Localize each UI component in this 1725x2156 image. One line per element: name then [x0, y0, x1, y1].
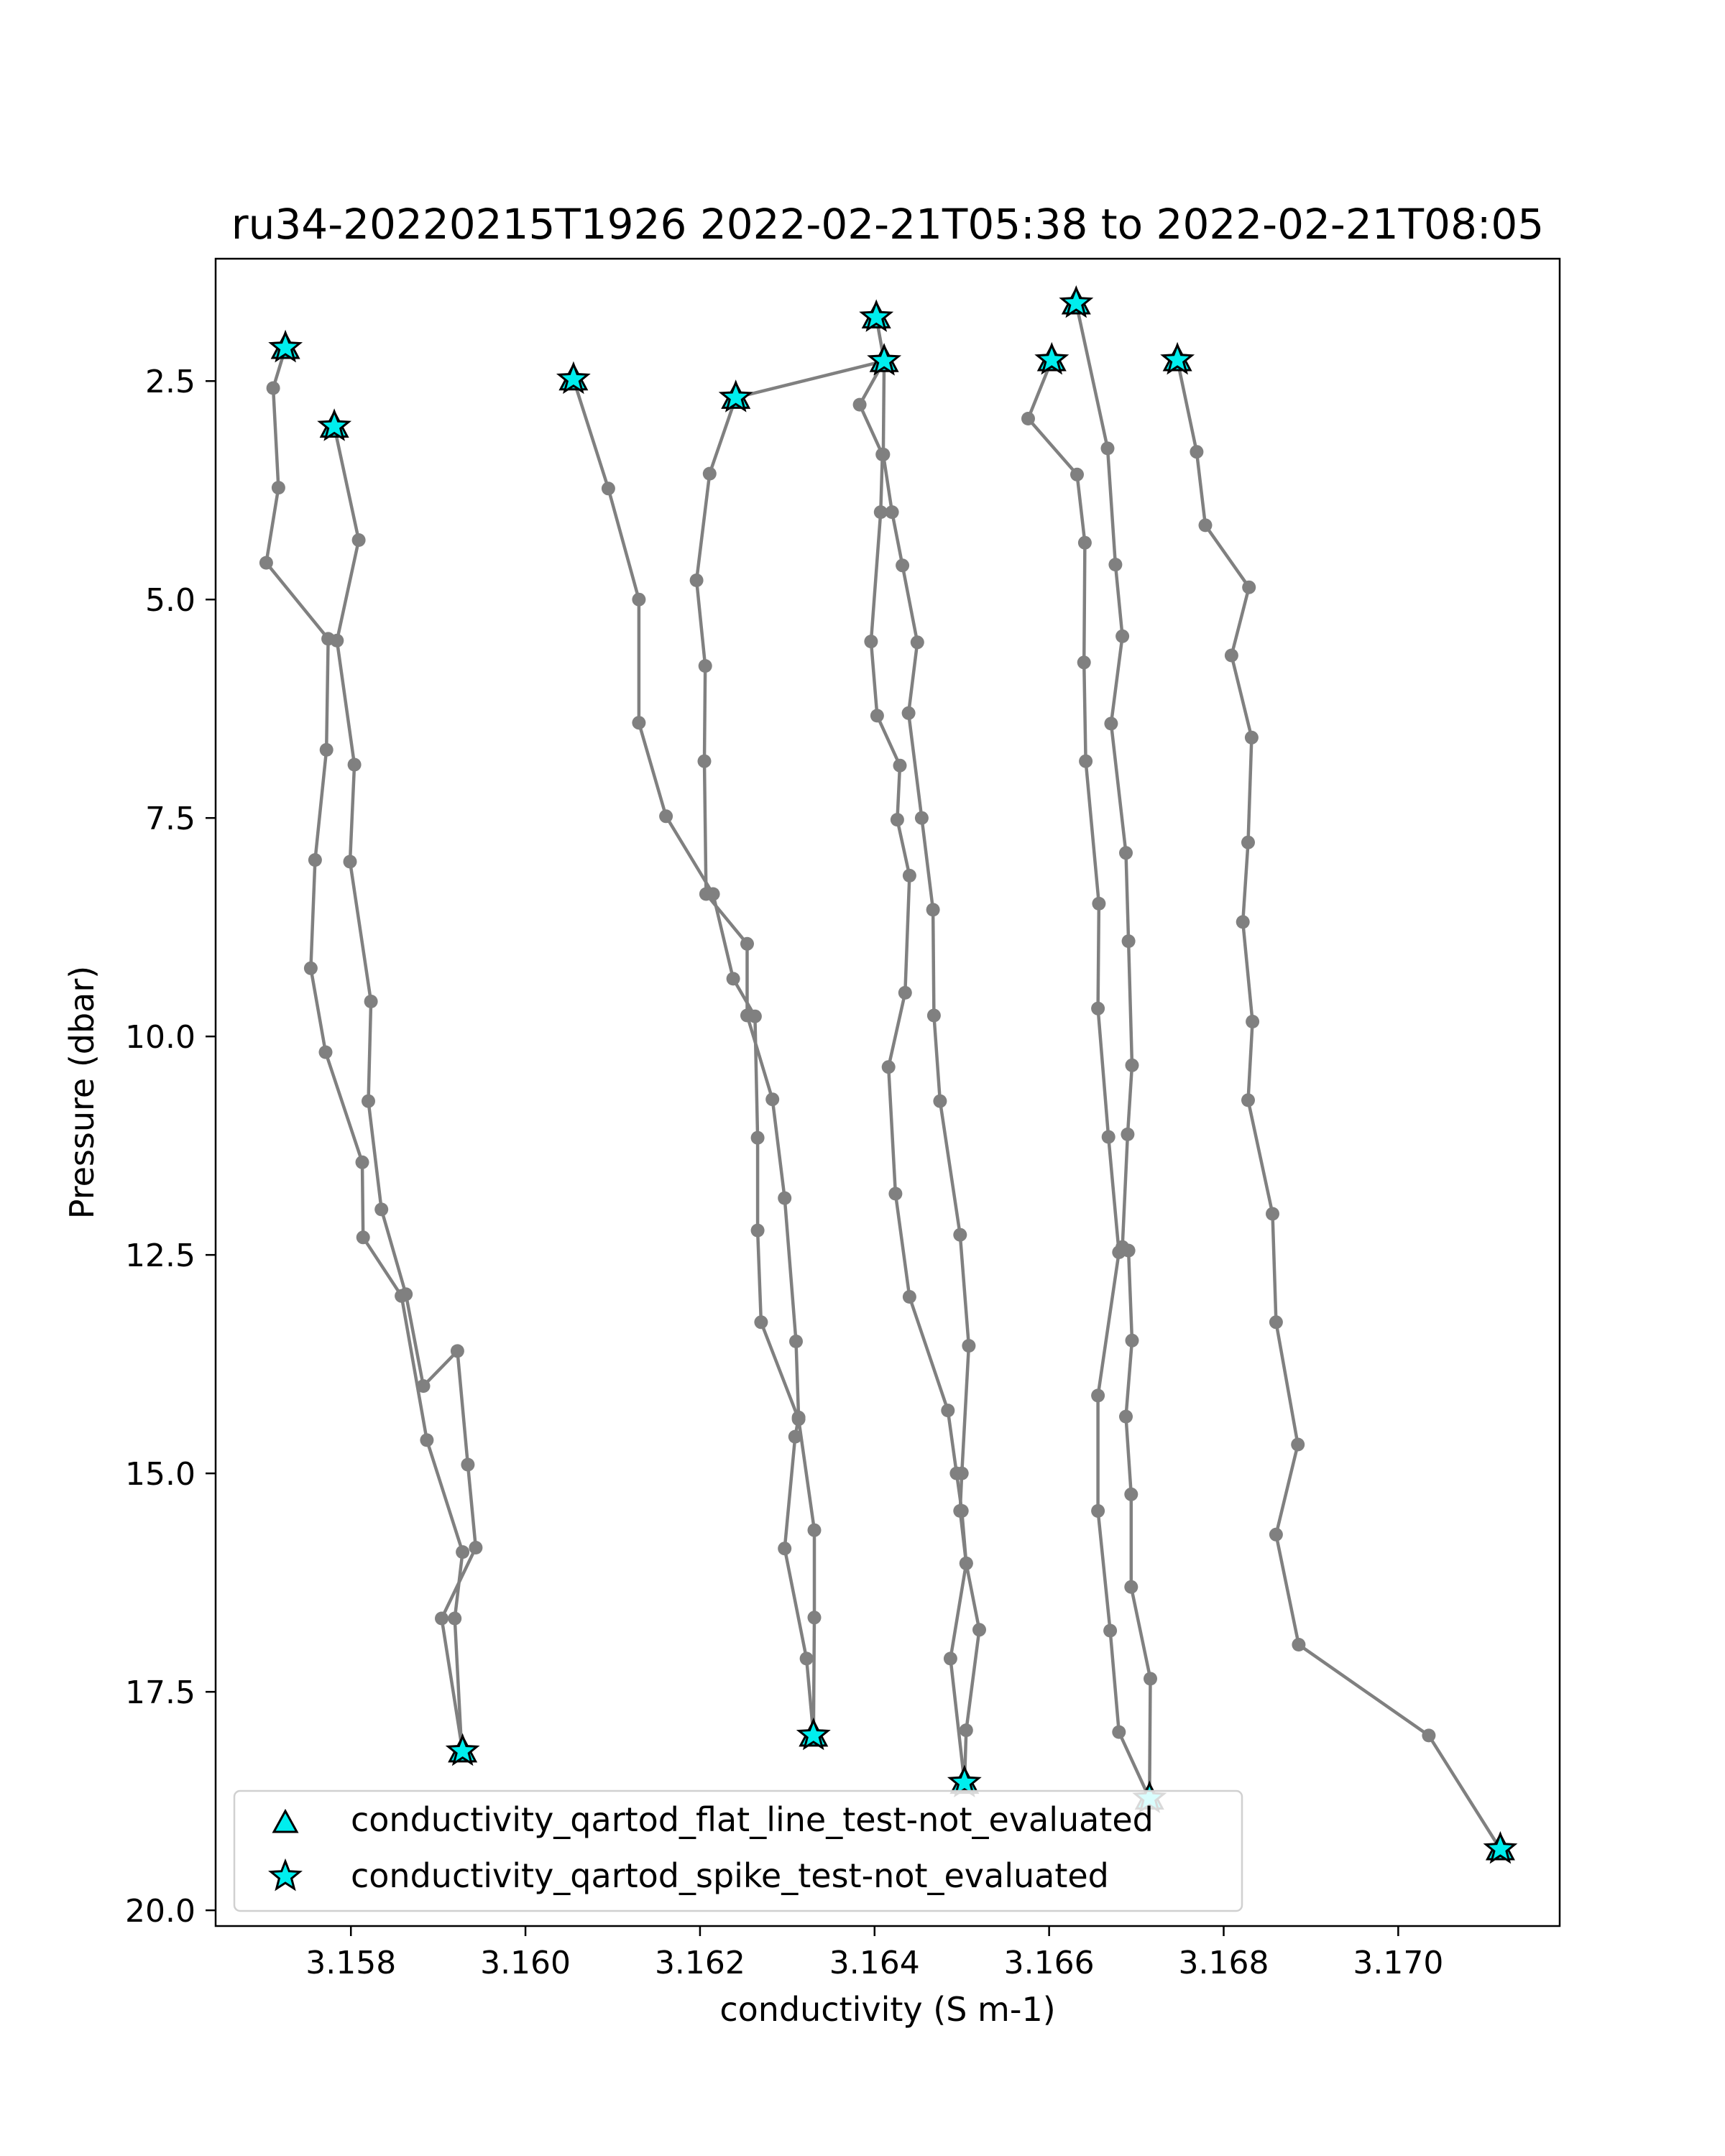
data-point [778, 1542, 791, 1555]
data-point [267, 382, 280, 395]
data-point [1119, 846, 1133, 860]
data-point [1245, 731, 1259, 745]
data-point [1091, 1388, 1105, 1402]
data-point [903, 1290, 916, 1304]
data-point [456, 1545, 469, 1559]
data-point [1126, 1334, 1139, 1348]
data-point [960, 1723, 973, 1737]
data-point [911, 635, 924, 649]
y-tick-label: 10.0 [125, 1019, 196, 1056]
y-tick-label: 7.5 [145, 801, 196, 838]
data-point [727, 972, 740, 985]
data-point [1292, 1638, 1305, 1651]
data-point [1104, 717, 1118, 730]
data-point [893, 759, 907, 773]
data-point [308, 853, 322, 867]
data-point [882, 1060, 896, 1074]
y-tick-label: 17.5 [125, 1674, 196, 1712]
data-point [800, 1651, 814, 1665]
data-point [1242, 581, 1256, 594]
data-point [469, 1541, 482, 1554]
legend-label-flat-line: conductivity_qartod_flat_line_test-not_evaluated [351, 1800, 1154, 1839]
x-tick-label: 3.170 [1353, 1945, 1444, 1981]
data-point [602, 482, 615, 495]
data-point [1291, 1438, 1305, 1452]
data-point [632, 593, 645, 607]
data-point [1269, 1528, 1283, 1542]
data-point [698, 755, 712, 768]
data-point [1121, 1128, 1134, 1141]
data-point [788, 1430, 802, 1444]
data-point [864, 635, 878, 648]
data-point [953, 1228, 967, 1242]
data-point [1079, 755, 1092, 768]
data-point [362, 1095, 375, 1108]
data-point [356, 1230, 370, 1244]
data-point [1070, 468, 1084, 482]
data-point [740, 937, 754, 951]
data-point [926, 903, 940, 916]
data-point [870, 709, 884, 722]
x-tick-label: 3.168 [1178, 1945, 1269, 1981]
y-tick-label: 15.0 [125, 1456, 196, 1493]
data-point [955, 1467, 969, 1480]
data-point [1199, 518, 1213, 532]
data-point [927, 1009, 941, 1023]
data-point [461, 1458, 474, 1472]
x-axis-label: conductivity (S m-1) [719, 1990, 1056, 2029]
data-point [1225, 649, 1238, 663]
y-tick-label: 12.5 [125, 1238, 196, 1275]
data-point [886, 505, 899, 519]
data-point [808, 1611, 822, 1624]
legend [234, 1791, 1242, 1911]
data-point [1246, 1015, 1259, 1028]
data-point [364, 995, 378, 1008]
data-point [1122, 934, 1136, 948]
data-point [352, 533, 366, 547]
data-point [1241, 836, 1255, 849]
data-point [902, 706, 916, 720]
data-point [888, 1187, 902, 1201]
data-point [344, 855, 357, 869]
data-point [374, 1202, 388, 1216]
data-point [1126, 1059, 1139, 1072]
data-point [399, 1287, 413, 1301]
chart-title: ru34-20220215T1926 2022-02-21T05:38 to 2022-02-21T08:05 [231, 200, 1545, 249]
data-point [808, 1524, 822, 1537]
data-point [1103, 1624, 1117, 1638]
data-point [792, 1411, 806, 1424]
data-point [1124, 1580, 1138, 1594]
data-point [304, 962, 318, 975]
data-point [1091, 1002, 1105, 1015]
x-tick-label: 3.164 [829, 1945, 920, 1981]
data-point [1116, 630, 1129, 643]
data-point [356, 1156, 369, 1169]
data-point [1092, 897, 1105, 911]
y-axis-label: Pressure (dbar) [63, 965, 101, 1220]
data-point [348, 758, 362, 772]
y-tick-label: 5.0 [145, 582, 196, 619]
data-point [435, 1612, 448, 1626]
data-point [1101, 441, 1115, 455]
data-point [703, 467, 717, 481]
data-point [1266, 1207, 1279, 1221]
data-point [898, 986, 912, 1000]
legend-label-spike: conductivity_qartod_spike_test-not_evaluated [351, 1856, 1109, 1895]
data-point [751, 1131, 765, 1145]
y-tick-label: 20.0 [125, 1893, 196, 1930]
data-point [751, 1224, 765, 1238]
data-point [891, 813, 904, 826]
data-point [1112, 1726, 1126, 1739]
data-point [740, 1009, 754, 1023]
data-point [451, 1344, 464, 1358]
data-point [1021, 412, 1035, 425]
data-point [320, 743, 334, 757]
data-point [1236, 915, 1250, 929]
data-point [941, 1404, 954, 1417]
data-point [915, 811, 929, 825]
data-point [319, 1046, 333, 1059]
data-point [853, 398, 867, 412]
data-point [1122, 1244, 1136, 1258]
data-point [272, 481, 285, 494]
data-point [933, 1095, 947, 1108]
x-tick-label: 3.158 [305, 1945, 397, 1981]
data-point [1241, 1093, 1255, 1107]
data-point [1124, 1488, 1138, 1501]
data-point [789, 1335, 803, 1348]
data-point [944, 1651, 957, 1665]
data-point [1190, 445, 1203, 459]
data-point [1119, 1410, 1133, 1424]
data-point [953, 1504, 967, 1518]
data-point [659, 809, 673, 823]
data-point [896, 558, 909, 572]
data-point [778, 1192, 791, 1205]
data-point [1422, 1728, 1435, 1742]
data-point [448, 1612, 461, 1626]
x-tick-label: 3.166 [1003, 1945, 1095, 1981]
data-point [1108, 558, 1122, 571]
data-point [1269, 1315, 1283, 1329]
data-point [699, 888, 713, 901]
data-point [876, 448, 890, 461]
data-point [259, 556, 273, 570]
data-point [330, 634, 344, 648]
data-point [903, 869, 916, 883]
data-point [417, 1379, 431, 1393]
data-point [632, 716, 645, 729]
data-point [690, 573, 704, 587]
x-tick-label: 3.162 [654, 1945, 745, 1981]
data-point [1102, 1130, 1116, 1144]
data-point [754, 1315, 768, 1329]
data-point [962, 1339, 975, 1353]
data-point [420, 1433, 433, 1447]
y-tick-label: 2.5 [145, 364, 196, 401]
data-point [972, 1623, 986, 1636]
data-point [699, 659, 712, 673]
data-point [960, 1557, 973, 1570]
data-point [1078, 536, 1092, 550]
data-point [1144, 1672, 1157, 1685]
data-point [1077, 655, 1091, 669]
data-point [765, 1092, 779, 1106]
x-tick-label: 3.160 [480, 1945, 571, 1981]
data-point [1091, 1504, 1105, 1518]
